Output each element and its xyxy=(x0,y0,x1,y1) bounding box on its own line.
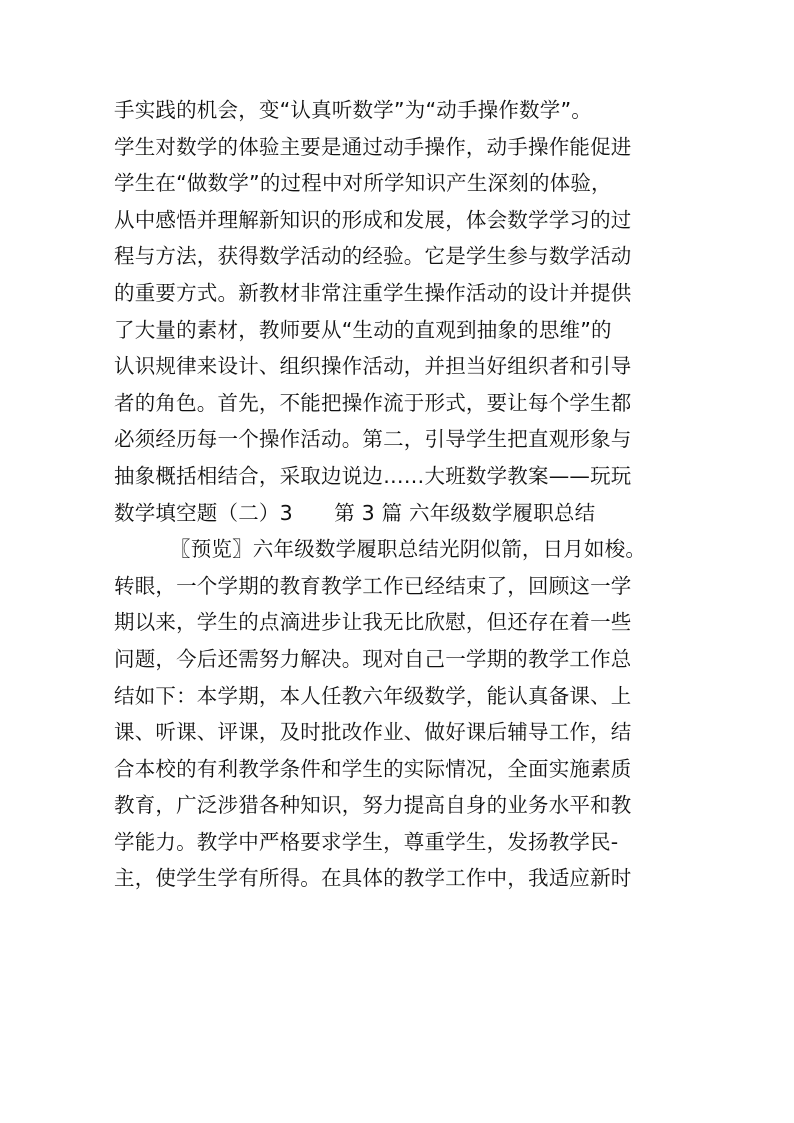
section-heading-line: 数学填空题（二）3 第 3 篇 六年级数学履职总结 xyxy=(114,500,596,525)
text-line: 认识规律来设计、组织操作活动，并担当好组织者和引导 xyxy=(114,354,632,379)
paragraph-start-line: 〖预览〗六年级数学履职总结光阴似箭，日月如梭。 xyxy=(170,537,647,562)
text-line: 问题，今后还需努力解决。现对自己一学期的教学工作总 xyxy=(114,646,632,671)
text-line: 手实践的机会，变“认真听数学”为“动手操作数学”。 xyxy=(114,98,592,122)
text-line: 主，使学生学有所得。在具体的教学工作中，我适应新时 xyxy=(114,866,632,891)
body-text xyxy=(114,92,684,897)
text-line: 从中感悟并理解新知识的形成和发展，体会数学学习的过 xyxy=(114,207,632,232)
text-line: 合本校的有利教学条件和学生的实际情况，全面实施素质 xyxy=(114,756,632,781)
text-line: 了大量的素材，教师要从“生动的直观到抽象的思维”的 xyxy=(114,317,612,342)
text-line: 期以来，学生的点滴进步让我无比欣慰，但还存在着一些 xyxy=(114,610,632,635)
text-line: 教育，广泛涉猎各种知识，努力提高自身的业务水平和教 xyxy=(114,793,632,818)
text-line: 程与方法，获得数学活动的经验。它是学生参与数学活动 xyxy=(114,244,632,269)
text-line: 结如下：本学期，本人任教六年级数学，能认真备课、上 xyxy=(114,683,632,708)
text-line: 必须经历每一个操作活动。第二，引导学生把直观形象与 xyxy=(114,427,632,452)
text-line: 学生在“做数学”的过程中对所学知识产生深刻的体验， xyxy=(114,171,612,196)
text-line: 者的角色。首先，不能把操作流于形式，要让每个学生都 xyxy=(114,390,632,415)
text-line: 学生对数学的体验主要是通过动手操作，动手操作能促进 xyxy=(114,134,632,159)
text-line: 学能力。教学中严格要求学生，尊重学生，发扬教学民- xyxy=(114,829,619,854)
text-line: 抽象概括相结合，采取边说边……大班数学教案——玩玩 xyxy=(114,463,632,488)
text-line: 课、听课、评课，及时批改作业、做好课后辅导工作，结 xyxy=(114,720,632,745)
text-line: 转眼，一个学期的教育教学工作已经结束了，回顾这一学 xyxy=(114,573,632,598)
text-line: 的重要方式。新教材非常注重学生操作活动的设计并提供 xyxy=(114,280,632,305)
